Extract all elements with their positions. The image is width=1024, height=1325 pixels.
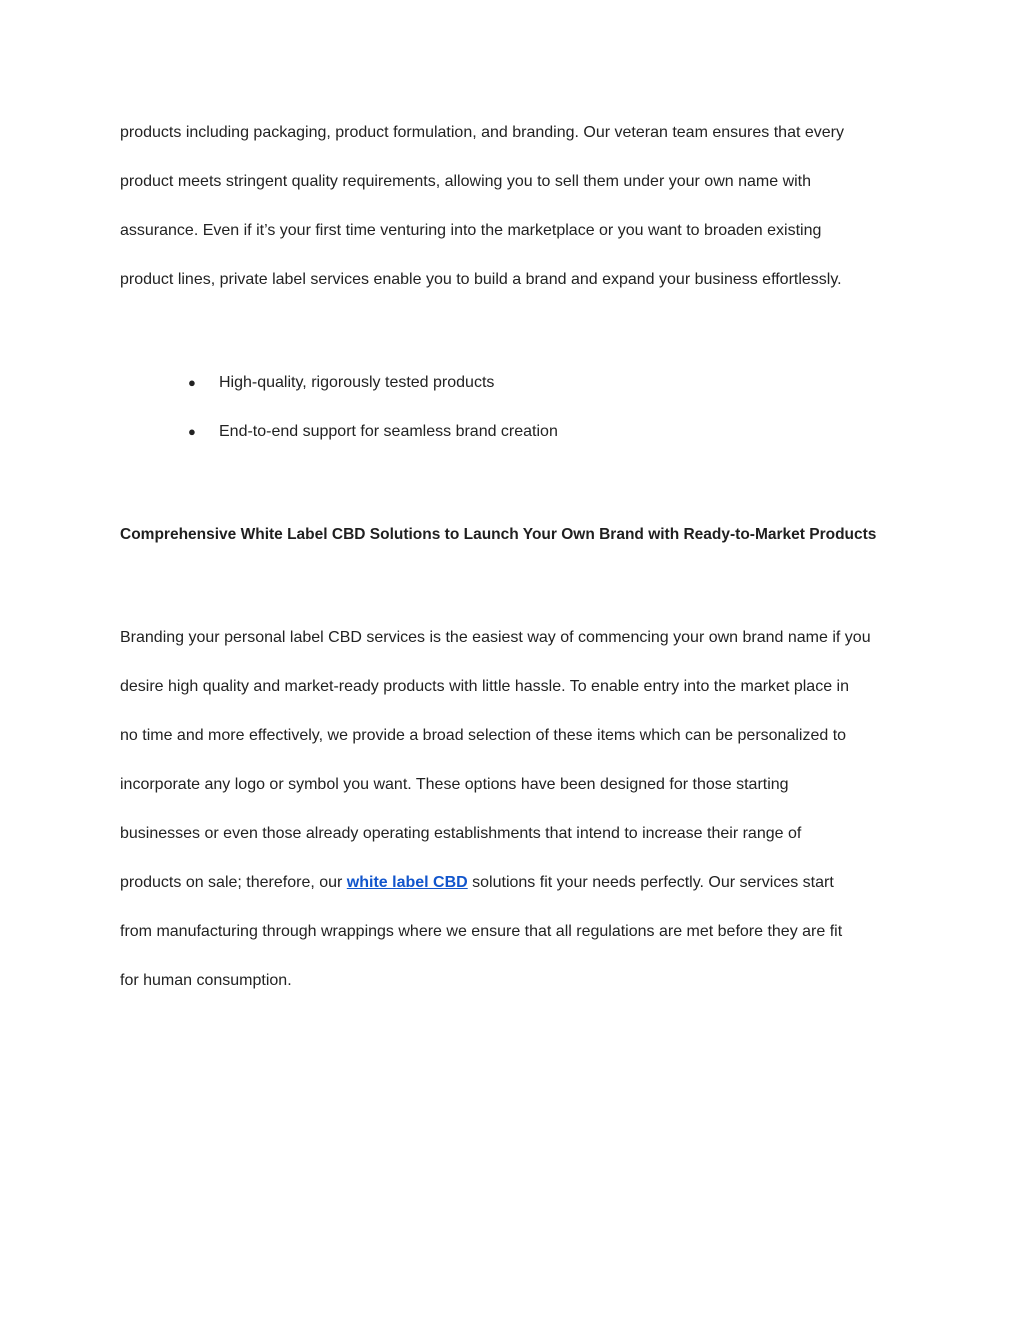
paragraph-line-with-link	[120, 858, 910, 907]
list-item	[120, 407, 910, 456]
paragraph-line: incorporate any logo or symbol you want. These options have been designed for those starting	[120, 776, 789, 793]
paragraph-line: product meets stringent quality requirements, allowing you to sell them under your own name with	[120, 173, 812, 190]
link-line-after: solutions fit your needs perfectly. Our services start	[467, 874, 834, 891]
link-line-before: products on sale; therefore, our	[120, 874, 347, 891]
paragraph-line: assurance. Even if it’s your first time venturing into the marketplace or you want to broaden existing	[120, 222, 822, 239]
paragraph-line: no time and more effectively, we provide a broad selection of these items which can be personalized to	[120, 727, 847, 744]
section-heading: Comprehensive White Label CBD Solutions to Launch Your Own Brand with Ready-to-Market Products	[120, 526, 877, 543]
paragraph-line: Branding your personal label CBD services is the easiest way of commencing your own brand name if you	[120, 629, 871, 646]
paragraph-line: for human consumption.	[120, 972, 292, 989]
paragraph-line: product lines, private label services enable you to build a brand and expand your business effortlessly.	[120, 271, 842, 288]
document-page	[120, 108, 910, 1005]
list-item-text: High-quality, rigorously tested products	[219, 374, 495, 391]
list-item	[120, 358, 910, 407]
list-item-text: End-to-end support for seamless brand creation	[219, 423, 558, 440]
paragraph-line: desire high quality and market-ready products with little hassle. To enable entry into the market place in	[120, 678, 849, 695]
spacer	[120, 304, 910, 358]
intro-paragraph	[120, 108, 910, 304]
bullet-icon: ●	[188, 375, 196, 390]
white-label-cbd-link[interactable]: white label CBD	[346, 874, 468, 891]
paragraph-line: businesses or even those already operating establishments that intend to increase their range of	[120, 825, 802, 842]
bullet-list	[120, 358, 910, 456]
body-paragraph	[120, 613, 910, 1005]
paragraph-line: from manufacturing through wrappings where we ensure that all regulations are met before they are fit	[120, 923, 843, 940]
spacer	[120, 559, 910, 613]
bullet-icon: ●	[188, 424, 196, 439]
spacer	[120, 456, 910, 510]
paragraph-line: products including packaging, product formulation, and branding. Our veteran team ensures that every	[120, 124, 844, 141]
